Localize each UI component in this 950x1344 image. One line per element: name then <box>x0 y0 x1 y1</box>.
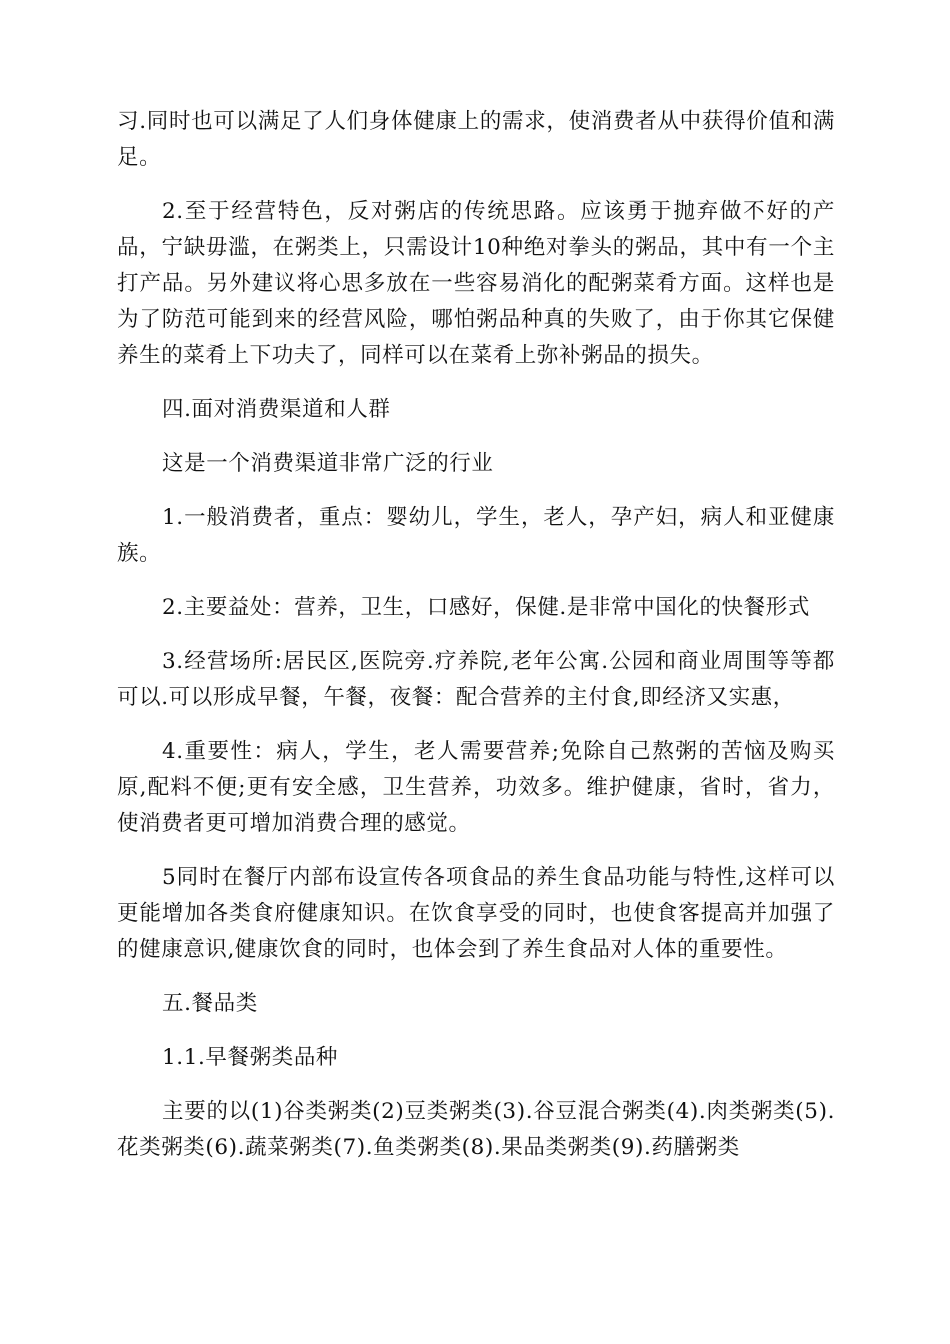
paragraph-importance: 4.重要性：病人，学生，老人需要营养;免除自己熬粥的苦恼及购买原,配料不便;更有安全感，卫生营养，功效多。维护健康，省时，省力，使消费者更可增加消费合理的感觉。 <box>117 739 835 836</box>
subsection-heading-breakfast: 1.1.早餐粥类品种 <box>162 1045 339 1070</box>
section-heading-5: 五.餐品类 <box>162 991 258 1016</box>
paragraph-benefits: 2.主要益处：营养，卫生，口感好，保健.是非常中国化的快餐形式 <box>162 595 810 620</box>
section-heading-4: 四.面对消费渠道和人群 <box>162 397 391 422</box>
paragraph-consumers: 1.一般消费者，重点：婴幼儿，学生，老人，孕产妇，病人和亚健康族。 <box>117 505 835 566</box>
paragraph-locations: 3.经营场所:居民区,医院旁.疗养院,老年公寓.公园和商业周围等等都可以.可以形成早餐，午餐，夜餐：配合营养的主付食,即经济又实惠， <box>117 649 835 710</box>
document-page <box>117 104 835 1166</box>
paragraph-continuation: 习.同时也可以满足了人们身体健康上的需求，使消费者从中获得价值和满足。 <box>117 109 835 170</box>
paragraph-business-feature: 2.至于经营特色，反对粥店的传统思路。应该勇于抛弃做不好的产品，宁缺毋滥，在粥类上，只需设计10种绝对拳头的粥品，其中有一个主打产品。另外建议将心思多放在一些容易消化的配粥菜肴方面。这样也是为了防范可能到来的经营风险，哪怕粥品种真的失败了，由于你其它保健养生的菜肴上下功夫了，同样可以在菜肴上弥补粥品的损失。 <box>117 199 835 368</box>
paragraph-consumer-channel: 这是一个消费渠道非常广泛的行业 <box>162 451 494 476</box>
paragraph-promotion: 5同时在餐厅内部布设宣传各项食品的养生食品功能与特性,这样可以更能增加各类食府健康知识。在饮食享受的同时，也使食客提高并加强了的健康意识,健康饮食的同时，也体会到了养生食品对人体的重要性。 <box>117 865 835 962</box>
paragraph-porridge-types: 主要的以(1)谷类粥类(2)豆类粥类(3).谷豆混合粥类(4).肉类粥类(5).花类粥类(6).蔬菜粥类(7).鱼类粥类(8).果品类粥类(9).药膳粥类 <box>117 1099 835 1160</box>
